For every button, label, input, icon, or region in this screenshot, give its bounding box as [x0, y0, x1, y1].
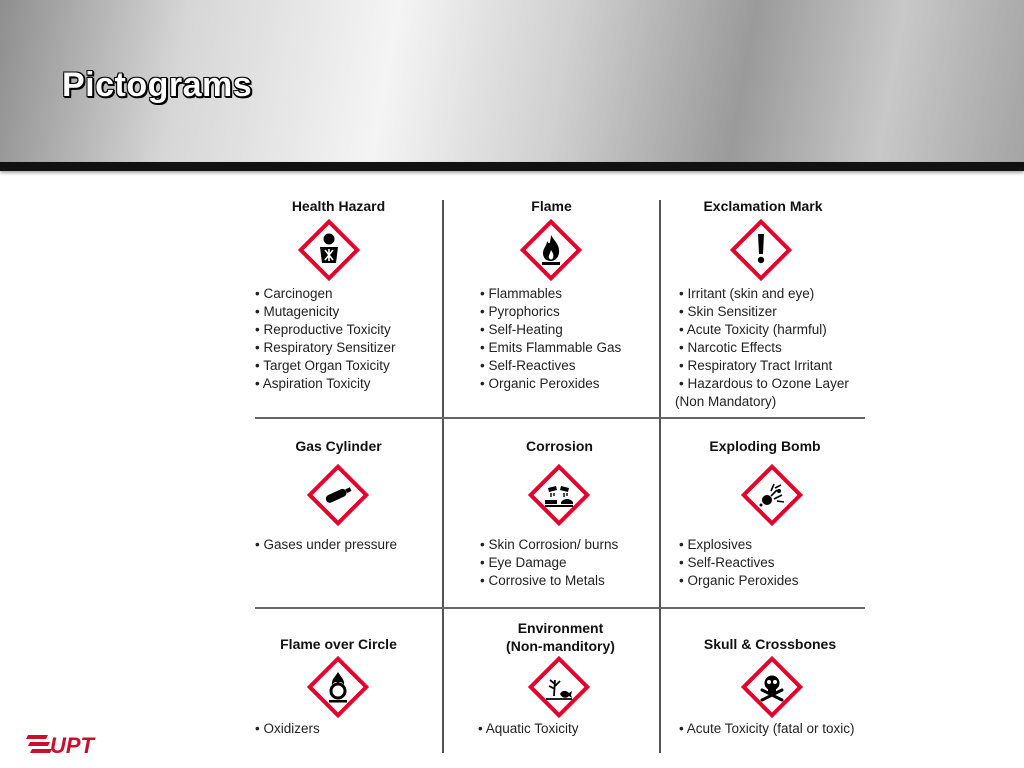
bullet-item: • Hazardous to Ozone Layer	[679, 376, 849, 391]
pictogram-cell-exclamation-mark	[661, 190, 865, 417]
pictogram-title: Flame	[531, 198, 572, 214]
pictogram-cell-environment	[444, 609, 659, 756]
pictogram-cell-flame	[444, 190, 659, 417]
bullet-item: • Reproductive Toxicity	[255, 322, 391, 337]
bullet-item: • Skin Sensitizer	[679, 304, 777, 319]
pictogram-cell-skull-crossbones	[661, 609, 865, 756]
gas-cylinder-icon	[307, 464, 369, 526]
pictogram-cell-health-hazard	[255, 190, 442, 417]
bullet-item: • Gases under pressure	[255, 537, 398, 552]
pictogram-cell-gas-cylinder	[255, 419, 442, 607]
pictogram-title: Skull & Crossbones	[703, 636, 837, 652]
upt-logo	[26, 728, 110, 758]
pictogram-bullets	[255, 720, 320, 738]
environment-icon	[528, 656, 590, 718]
skull-crossbones-icon	[741, 656, 803, 718]
pictogram-bullets	[679, 536, 799, 590]
bullet-item: • Self-Heating	[480, 322, 563, 337]
pictogram-title: Environment	[517, 620, 604, 636]
bullet-item: • Narcotic Effects	[679, 340, 782, 355]
bullet-item: • Carcinogen	[255, 286, 333, 301]
pictogram-bullets	[255, 285, 396, 393]
pictogram-bullets	[255, 536, 397, 554]
pictogram-bullets	[675, 285, 849, 411]
bullet-item: • Organic Peroxides	[679, 573, 799, 588]
bullet-item: • Acute Toxicity (harmful)	[679, 322, 827, 337]
bullet-item: • Emits Flammable Gas	[480, 340, 622, 355]
bullet-item: (Non Mandatory)	[675, 394, 777, 409]
exclamation-mark-icon	[730, 219, 792, 281]
bullet-item: • Flammables	[480, 286, 562, 301]
flame-over-circle-icon	[307, 656, 369, 718]
bullet-item: • Aspiration Toxicity	[255, 376, 371, 391]
exploding-bomb-icon	[741, 464, 803, 526]
flame-icon	[520, 219, 582, 281]
pictogram-bullets	[480, 285, 621, 393]
svg-text:UPT: UPT	[50, 733, 94, 758]
bullet-item: • Irritant (skin and eye)	[679, 286, 815, 301]
bullet-item: • Organic Peroxides	[480, 376, 600, 391]
bullet-item: • Self-Reactives	[679, 555, 775, 570]
bullet-item: • Respiratory Sensitizer	[255, 340, 396, 355]
bullet-item: • Aquatic Toxicity	[478, 721, 579, 736]
pictogram-title: Flame over Circle	[280, 636, 397, 652]
pictogram-subtitle: (Non-manditory)	[506, 638, 615, 654]
bullet-item: • Self-Reactives	[480, 358, 576, 373]
pictogram-bullets	[478, 720, 579, 738]
corrosion-icon	[528, 464, 590, 526]
pictogram-bullets	[679, 720, 855, 738]
slide-title: Pictograms	[62, 66, 253, 104]
bullet-item: • Skin Corrosion/ burns	[480, 537, 619, 552]
bullet-item: • Respiratory Tract Irritant	[679, 358, 833, 373]
pictogram-grid	[255, 190, 865, 756]
bullet-item: • Oxidizers	[255, 721, 320, 736]
pictogram-bullets	[480, 536, 618, 590]
bullet-item: • Pyrophorics	[480, 304, 560, 319]
header-divider	[0, 162, 1024, 171]
pictogram-cell-corrosion	[444, 419, 659, 607]
bullet-item: • Eye Damage	[480, 555, 567, 570]
pictogram-cell-exploding-bomb	[661, 419, 865, 607]
pictogram-title: Exclamation Mark	[703, 198, 823, 214]
pictogram-title: Health Hazard	[291, 198, 386, 214]
pictogram-cell-flame-over-circle	[255, 609, 442, 756]
bullet-item: • Acute Toxicity (fatal or toxic)	[679, 721, 855, 736]
pictogram-title: Exploding Bomb	[709, 438, 821, 454]
bullet-item: • Corrosive to Metals	[480, 573, 605, 588]
bullet-item: • Mutagenicity	[255, 304, 340, 319]
bullet-item: • Explosives	[679, 537, 753, 552]
pictogram-title: Corrosion	[526, 438, 593, 454]
bullet-item: • Target Organ Toxicity	[255, 358, 390, 373]
pictogram-title: Gas Cylinder	[295, 438, 382, 454]
health-hazard-icon	[298, 219, 360, 281]
